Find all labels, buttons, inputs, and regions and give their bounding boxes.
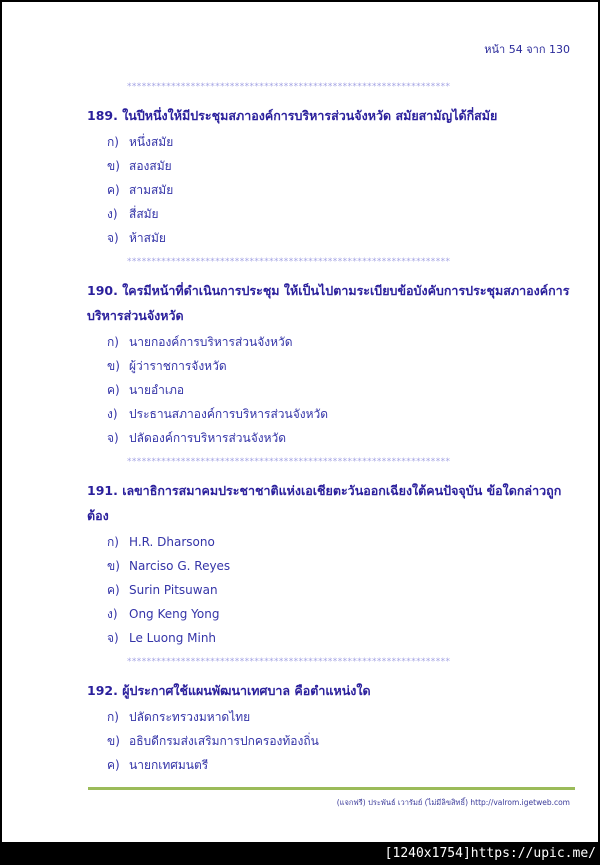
option-item xyxy=(87,202,575,226)
option-label: ก) xyxy=(107,335,119,349)
option-label: ค) xyxy=(107,183,120,197)
option-text: นายกเทศมนตรี xyxy=(129,758,209,772)
page-number: หน้า 54 จาก 130 xyxy=(484,43,570,56)
image-host-bar xyxy=(0,843,600,865)
option-text: ผู้ว่าราชการจังหวัด xyxy=(129,359,227,373)
option-text: ห้าสมัย xyxy=(129,231,166,245)
option-item xyxy=(87,602,575,626)
option-text: ปลัดองค์การบริหารส่วนจังหวัด xyxy=(129,431,287,445)
image-host-label: [1240x1754]https://upic.me/ xyxy=(384,846,596,861)
option-item xyxy=(87,178,575,202)
option-text: นายกองค์การบริหารส่วนจังหวัด xyxy=(129,335,293,349)
question-list xyxy=(87,75,575,777)
option-text: สามสมัย xyxy=(129,183,174,197)
question-text: 189. ในปีหนึ่งให้มีประชุมสภาองค์การบริหารส่วนจังหวัด สมัยสามัญได้กี่สมัย xyxy=(87,108,498,123)
option-label: ค) xyxy=(107,758,120,772)
option-label: ข) xyxy=(107,559,120,573)
option-label: ค) xyxy=(107,583,120,597)
option-item xyxy=(87,753,575,777)
option-item xyxy=(87,530,575,554)
separator-stars: ****************************************************************** xyxy=(127,657,451,667)
option-item xyxy=(87,226,575,250)
option-label: จ) xyxy=(107,231,119,245)
option-text: ปลัดกระทรวงมหาดไทย xyxy=(129,710,251,724)
option-list xyxy=(87,705,575,777)
question-text: 190. ใครมีหน้าที่ดำเนินการประชุม ให้เป็นไปตามระเบียบข้อบังคับการประชุมสภาองค์การบริหารส่วนจังหวัด xyxy=(87,283,570,323)
option-label: ค) xyxy=(107,383,120,397)
option-item xyxy=(87,554,575,578)
option-list xyxy=(87,330,575,450)
footer-divider xyxy=(88,787,575,790)
option-label: ง) xyxy=(107,207,118,221)
option-text: อธิบดีกรมส่งเสริมการปกครองท้องถิ่น xyxy=(129,734,319,748)
document-page xyxy=(2,2,598,842)
option-text: หนึ่งสมัย xyxy=(129,135,174,149)
option-label: ง) xyxy=(107,407,118,421)
option-label: ง) xyxy=(107,607,118,621)
option-item xyxy=(87,130,575,154)
option-text: ประธานสภาองค์การบริหารส่วนจังหวัด xyxy=(129,407,329,421)
question-text: 191. เลขาธิการสมาคมประชาชาติแห่งเอเชียตะวันออกเฉียงใต้คนปัจจุบัน ข้อใดกล่าวถูกต้อง xyxy=(87,483,562,523)
option-text: Narciso G. Reyes xyxy=(129,559,231,573)
option-item xyxy=(87,426,575,450)
option-text: H.R. Dharsono xyxy=(129,535,215,549)
option-text: นายอำเภอ xyxy=(129,383,185,397)
option-text: Surin Pitsuwan xyxy=(129,583,218,597)
option-item xyxy=(87,705,575,729)
option-list xyxy=(87,130,575,250)
option-label: ก) xyxy=(107,710,119,724)
option-label: ก) xyxy=(107,535,119,549)
option-item xyxy=(87,154,575,178)
option-item xyxy=(87,729,575,753)
option-label: ข) xyxy=(107,159,120,173)
option-text: Ong Keng Yong xyxy=(129,607,220,621)
option-label: ก) xyxy=(107,135,119,149)
option-item xyxy=(87,330,575,354)
separator-stars: ****************************************************************** xyxy=(127,257,451,267)
option-item xyxy=(87,354,575,378)
separator-stars: ****************************************************************** xyxy=(127,82,451,92)
option-item xyxy=(87,578,575,602)
option-item xyxy=(87,626,575,650)
option-text: Le Luong Minh xyxy=(129,631,217,645)
option-label: ข) xyxy=(107,359,120,373)
option-list xyxy=(87,530,575,650)
option-label: ข) xyxy=(107,734,120,748)
option-label: จ) xyxy=(107,631,119,645)
option-label: จ) xyxy=(107,431,119,445)
option-item xyxy=(87,378,575,402)
option-item xyxy=(87,402,575,426)
option-text: สองสมัย xyxy=(129,159,172,173)
question-text: 192. ผู้ประกาศใช้แผนพัฒนาเทศบาล คือตำแหน่งใด xyxy=(87,683,371,698)
separator-stars: ****************************************************************** xyxy=(127,457,451,467)
option-text: สี่สมัย xyxy=(129,207,159,221)
footer-credit: (แจกฟรี) ประพันธ์ เวารัมย์ (ไม่มีลิขสิทธิ์) http://valrom.igetweb.com xyxy=(336,798,570,807)
